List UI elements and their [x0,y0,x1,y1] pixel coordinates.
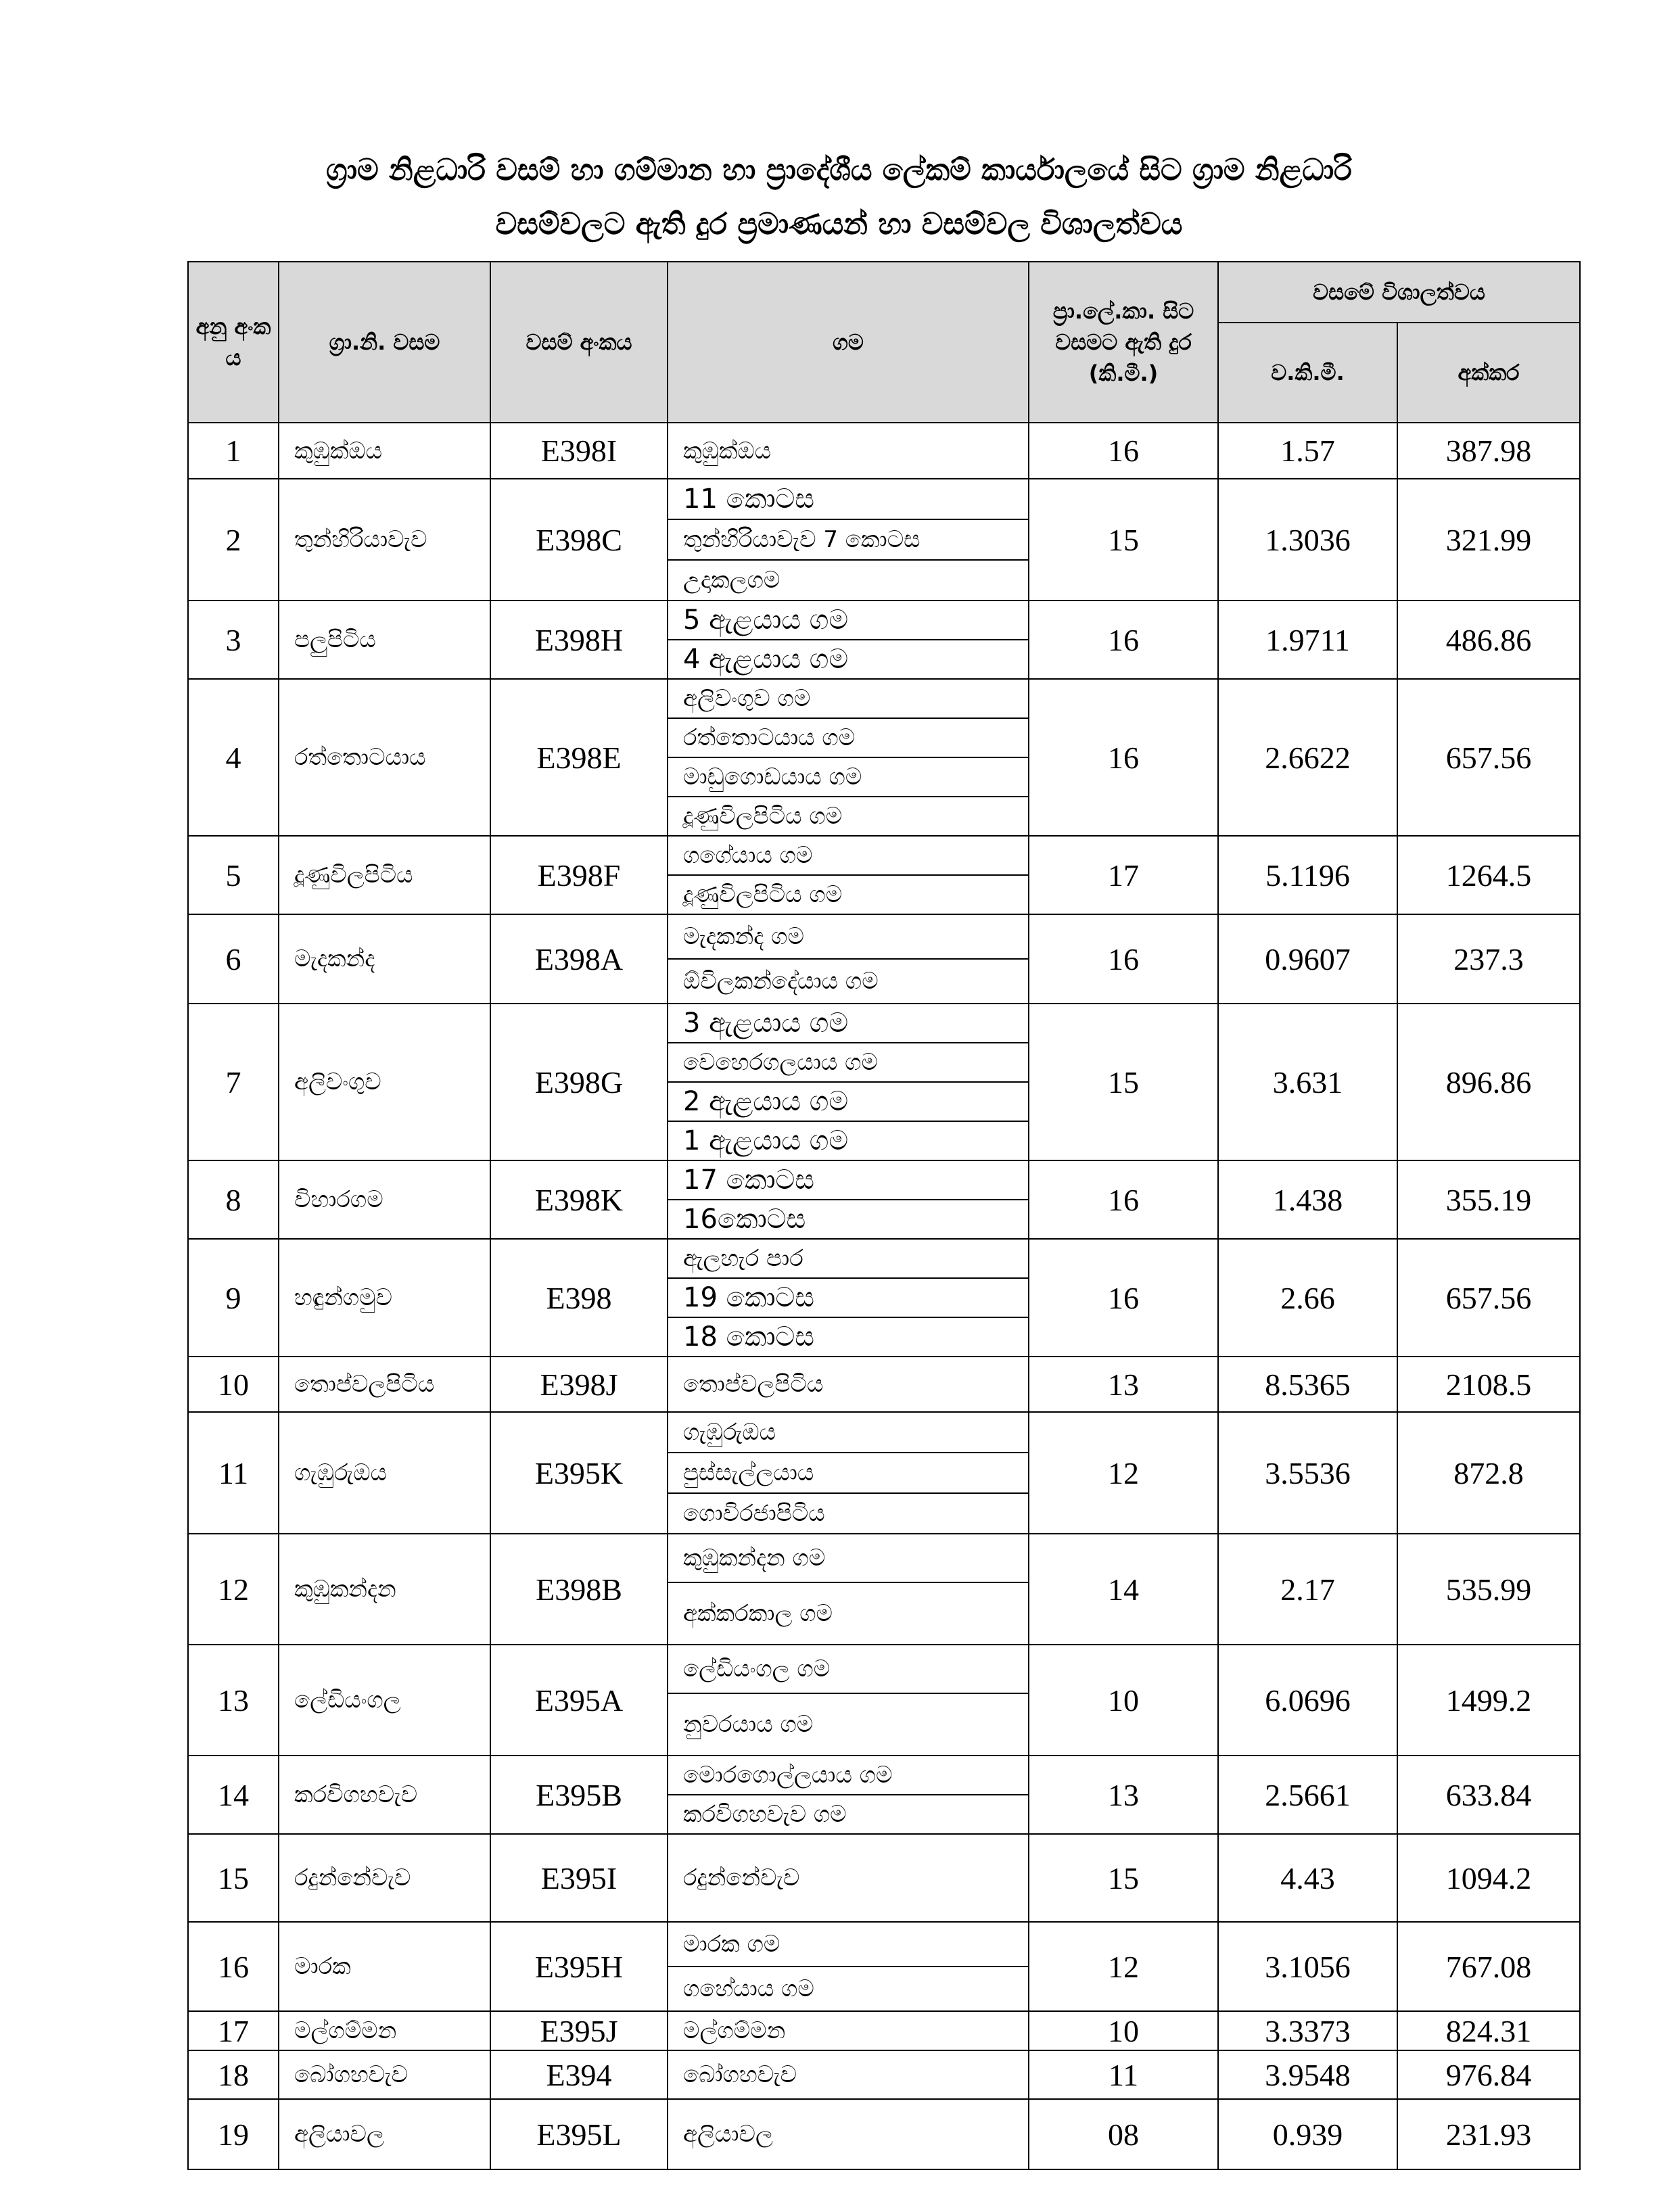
table-row [188,1534,1580,1582]
village-cell: දූණුවිලපිටිය ගම [668,797,1029,836]
table-row [188,1239,1580,1278]
row-no-cell: 6 [188,914,279,1004]
gn-division-cell: අලියාවල [279,2099,490,2169]
acres-cell: 657.56 [1397,679,1580,836]
title-line-1: ග්‍රාම නිළධාරි වසම් හා ගම්මාන හා ප්‍රාදේශීය ලේකම් කාර්යාලයේ සිට ග්‍රාම නිළධාරි [326,153,1352,187]
division-code-cell: E395I [490,1834,668,1922]
acres-cell: 1264.5 [1397,836,1580,914]
sq-km-cell: 2.6622 [1218,679,1397,836]
division-code-cell: E395H [490,1922,668,2011]
table-row [188,1756,1580,1795]
gn-division-cell: හඳුන්ගමුව [279,1239,490,1357]
village-cell: දූණුවිලපිටිය ගම [668,875,1029,914]
village-cell: ගගේයාය ගම [668,836,1029,875]
header-gn-division: ග්‍රා.නි. වසම [279,262,490,423]
division-code-cell: E398 [490,1239,668,1357]
row-no-cell: 11 [188,1412,279,1534]
table-row [188,1412,1580,1453]
acres-cell: 237.3 [1397,914,1580,1004]
gn-division-cell: දූණුවිලපිටිය [279,836,490,914]
table-row [188,1160,1580,1200]
division-code-cell: E398H [490,601,668,679]
village-cell: 2 ඇළයාය ගම [668,1082,1029,1121]
gn-division-cell: මල්ගම්මන [279,2011,490,2050]
gn-division-cell: පලුපිටිය [279,601,490,679]
village-cell: 17 කොටස [668,1160,1029,1200]
table-row [188,1922,1580,1967]
division-code-cell: E394 [490,2050,668,2099]
distance-cell: 11 [1029,2050,1218,2099]
acres-cell: 1499.2 [1397,1645,1580,1756]
row-no-cell: 17 [188,2011,279,2050]
acres-cell: 1094.2 [1397,1834,1580,1922]
distance-cell: 13 [1029,1756,1218,1834]
gn-division-cell: ගැඹුරුඔය [279,1412,490,1534]
village-cell: ගහේයාය ගම [668,1967,1029,2011]
village-cell: මාරක ගම [668,1922,1029,1967]
division-code-cell: E395B [490,1756,668,1834]
village-cell: මාඩුගොඩයාය ගම [668,757,1029,797]
distance-cell: 12 [1029,1922,1218,2011]
gn-division-cell: තොප්වලපිටිය [279,1357,490,1412]
village-cell: 3 ඇළයාය ගම [668,1004,1029,1043]
sq-km-cell: 1.438 [1218,1160,1397,1239]
acres-cell: 387.98 [1397,423,1580,479]
header-acres: අක්කර [1397,323,1580,423]
row-no-cell: 14 [188,1756,279,1834]
gn-division-cell: කරවිගහවැව [279,1756,490,1834]
distance-cell: 14 [1029,1534,1218,1645]
row-no-cell: 16 [188,1922,279,2011]
gn-division-cell: බෝගහවැව [279,2050,490,2099]
village-cell: 11 කොටස [668,479,1029,519]
sq-km-cell: 4.43 [1218,1834,1397,1922]
table-row [188,479,1580,519]
distance-cell: 16 [1029,601,1218,679]
sq-km-cell: 6.0696 [1218,1645,1397,1756]
village-cell: රත්තොටයාය ගම [668,718,1029,757]
row-no-cell: 7 [188,1004,279,1160]
gn-division-cell: කුඹුක්ඔය [279,423,490,479]
village-cell: ගොවිරජාපිටිය [668,1493,1029,1534]
village-cell: ගැඹුරුඔය [668,1412,1029,1453]
distance-cell: 10 [1029,2011,1218,2050]
row-no-cell: 4 [188,679,279,836]
header-no: අනු අංක ය [188,262,279,423]
distance-cell: 16 [1029,679,1218,836]
acres-cell: 976.84 [1397,2050,1580,2099]
table-row [188,1004,1580,1043]
village-cell: කුඹුකන්දන ගම [668,1534,1029,1582]
division-code-cell: E398C [490,479,668,601]
header-division-no: වසම් අංකය [490,262,668,423]
village-cell: ඕවිලකන්දේයාය ගම [668,959,1029,1004]
acres-cell: 767.08 [1397,1922,1580,2011]
village-cell: 16කොටස [668,1200,1029,1239]
village-cell: 5 ඇළයාය ගම [668,601,1029,640]
row-no-cell: 18 [188,2050,279,2099]
division-code-cell: E398G [490,1004,668,1160]
row-no-cell: 19 [188,2099,279,2169]
gn-division-cell: මැදකන්ද [279,914,490,1004]
table-row [188,2099,1580,2169]
header-village: ගම [668,262,1029,423]
village-cell: මැදකන්ද ගම [668,914,1029,959]
table-row [188,601,1580,640]
distance-cell: 16 [1029,423,1218,479]
gn-division-cell: තුන්හිරියාවැව [279,479,490,601]
table-body [188,423,1580,2169]
division-code-cell: E398A [490,914,668,1004]
distance-cell: 16 [1029,1160,1218,1239]
sq-km-cell: 3.5536 [1218,1412,1397,1534]
gn-division-cell: රදුන්නේවැව [279,1834,490,1922]
village-cell: මල්ගම්මන [668,2011,1029,2050]
sq-km-cell: 3.631 [1218,1004,1397,1160]
distance-cell: 15 [1029,1004,1218,1160]
table-header [188,262,1580,423]
village-cell: තුන්හිරියාවැව 7 කොටස [668,519,1029,560]
village-cell: කුඹුක්ඔය [668,423,1029,479]
division-code-cell: E398K [490,1160,668,1239]
acres-cell: 535.99 [1397,1534,1580,1645]
sq-km-cell: 1.3036 [1218,479,1397,601]
header-size-group: වසමේ විශාලත්වය [1218,262,1580,323]
distance-cell: 12 [1029,1412,1218,1534]
sq-km-cell: 3.9548 [1218,2050,1397,2099]
distance-cell: 15 [1029,1834,1218,1922]
division-code-cell: E398F [490,836,668,914]
village-cell: අලිවංගුව ගම [668,679,1029,718]
sq-km-cell: 1.57 [1218,423,1397,479]
division-code-cell: E398E [490,679,668,836]
village-cell: වෙහෙරගලයාය ගම [668,1043,1029,1082]
table-row [188,1834,1580,1922]
village-cell: තොප්වලපිටිය [668,1357,1029,1412]
table-row [188,679,1580,718]
gn-division-cell: රත්තොටයාය [279,679,490,836]
distance-cell: 08 [1029,2099,1218,2169]
acres-cell: 896.86 [1397,1004,1580,1160]
village-cell: 4 ඇළයාය ගම [668,640,1029,679]
sq-km-cell: 5.1196 [1218,836,1397,914]
distance-cell: 10 [1029,1645,1218,1756]
sq-km-cell: 1.9711 [1218,601,1397,679]
sq-km-cell: 2.5661 [1218,1756,1397,1834]
row-no-cell: 10 [188,1357,279,1412]
acres-cell: 231.93 [1397,2099,1580,2169]
row-no-cell: 13 [188,1645,279,1756]
table-row [188,1357,1580,1412]
village-cell: 19 කොටස [668,1278,1029,1317]
sq-km-cell: 3.1056 [1218,1922,1397,2011]
division-code-cell: E398B [490,1534,668,1645]
village-cell: නුවරයාය ගම [668,1693,1029,1756]
distance-cell: 17 [1029,836,1218,914]
acres-cell: 2108.5 [1397,1357,1580,1412]
village-cell: ඇලහැර පාර [668,1239,1029,1278]
division-code-cell: E398I [490,423,668,479]
village-cell: රදුන්නේවැව [668,1834,1029,1922]
village-cell: 1 ඇළයාය ගම [668,1121,1029,1160]
sq-km-cell: 0.939 [1218,2099,1397,2169]
division-code-cell: E395A [490,1645,668,1756]
division-code-cell: E395J [490,2011,668,2050]
division-code-cell: E398J [490,1357,668,1412]
sq-km-cell: 2.66 [1218,1239,1397,1357]
table-row [188,836,1580,875]
table-row [188,423,1580,479]
village-cell: කරවිගහවැව ගම [668,1795,1029,1834]
gn-division-cell: කුඹුකන්දන [279,1534,490,1645]
gn-division-cell: ලේඩියංගල [279,1645,490,1756]
distance-cell: 16 [1029,1239,1218,1357]
table-row [188,2050,1580,2099]
row-no-cell: 1 [188,423,279,479]
title-line-2: වසම්වලට ඇති දුර ප්‍රමාණයන් හා වසම්වල විශාලත්වය [495,207,1183,241]
acres-cell: 872.8 [1397,1412,1580,1534]
village-cell: 18 කොටස [668,1317,1029,1357]
row-no-cell: 9 [188,1239,279,1357]
gn-division-cell: මාරක [279,1922,490,2011]
row-no-cell: 5 [188,836,279,914]
acres-cell: 633.84 [1397,1756,1580,1834]
header-distance: ප්‍රා.ලේ.කා. සිට වසමට ඇති දුර (කි.මී.) [1029,262,1218,423]
table-row [188,914,1580,959]
gn-division-table [187,261,1581,2170]
gn-division-cell: විහාරගම [279,1160,490,1239]
acres-cell: 486.86 [1397,601,1580,679]
village-cell: පුස්සැල්ලයාය [668,1453,1029,1493]
village-cell: බෝගහවැව [668,2050,1029,2099]
acres-cell: 657.56 [1397,1239,1580,1357]
village-cell: උදාකලගම [668,560,1029,601]
sq-km-cell: 2.17 [1218,1534,1397,1645]
table-row [188,2011,1580,2050]
distance-cell: 16 [1029,914,1218,1004]
distance-cell: 13 [1029,1357,1218,1412]
village-cell: අලියාවල [668,2099,1029,2169]
row-no-cell: 12 [188,1534,279,1645]
sq-km-cell: 0.9607 [1218,914,1397,1004]
village-cell: අක්කරකාල ගම [668,1582,1029,1645]
gn-division-cell: අලිවංගුව [279,1004,490,1160]
acres-cell: 824.31 [1397,2011,1580,2050]
village-cell: මොරගොල්ලයාය ගම [668,1756,1029,1795]
village-cell: ලේඩියංගල ගම [668,1645,1029,1693]
row-no-cell: 2 [188,479,279,601]
page-title [0,143,1678,252]
row-no-cell: 3 [188,601,279,679]
distance-cell: 15 [1029,479,1218,601]
sq-km-cell: 8.5365 [1218,1357,1397,1412]
acres-cell: 321.99 [1397,479,1580,601]
table-row [188,1645,1580,1693]
sq-km-cell: 3.3373 [1218,2011,1397,2050]
header-sq-km: ව.කි.මී. [1218,323,1397,423]
row-no-cell: 15 [188,1834,279,1922]
division-code-cell: E395L [490,2099,668,2169]
acres-cell: 355.19 [1397,1160,1580,1239]
division-code-cell: E395K [490,1412,668,1534]
row-no-cell: 8 [188,1160,279,1239]
